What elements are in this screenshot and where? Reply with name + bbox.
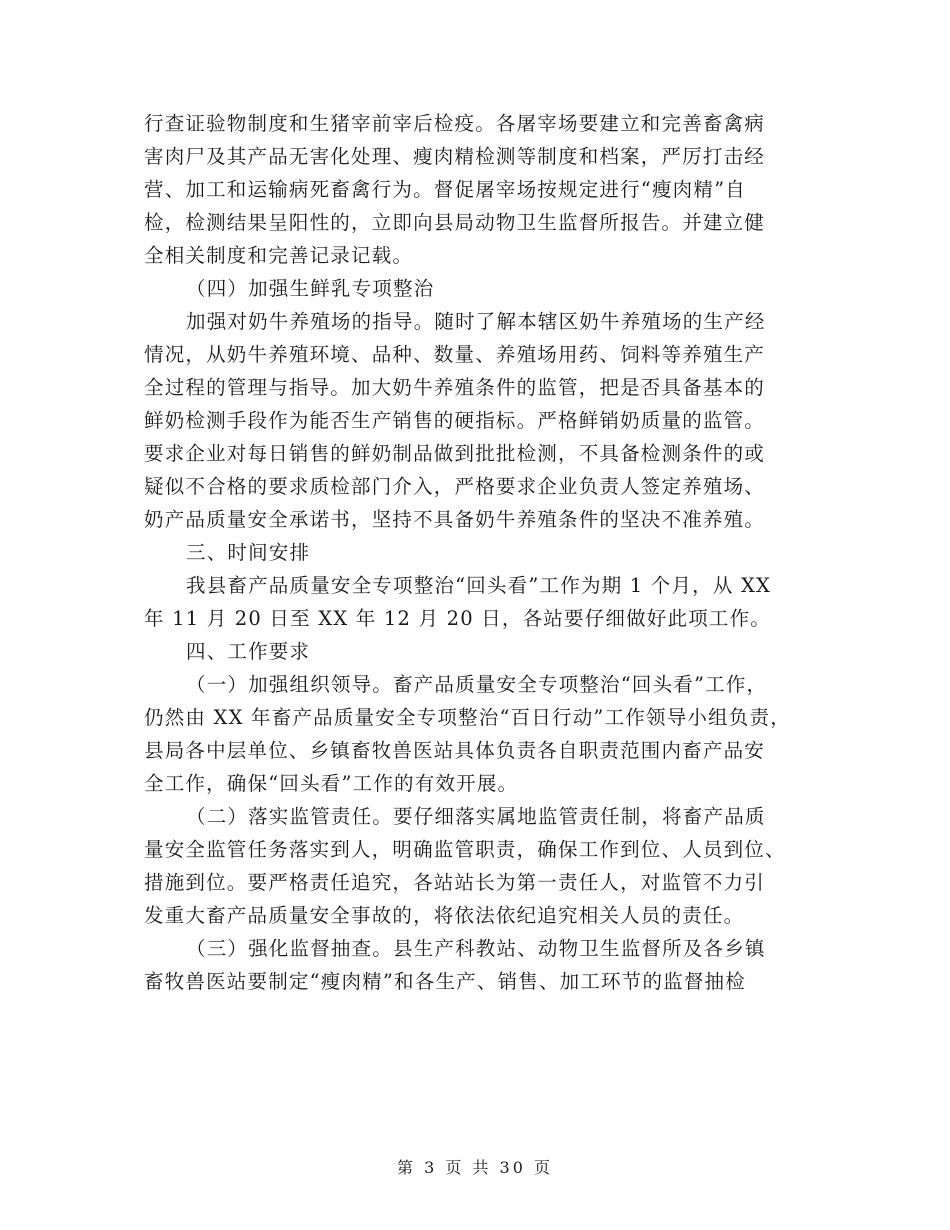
text-line: （三）强化监督抽查。县生产科教站、动物卫生监督所及各乡镇 [186, 937, 766, 960]
text-line: 要求企业对每日销售的鲜奶制品做到批批检测，不具备检测条件的或 [144, 442, 766, 465]
text-line: 奶产品质量安全承诺书，坚持不具备奶牛养殖条件的坚决不准养殖。 [144, 508, 766, 531]
text-line: 害肉尸及其产品无害化处理、瘦肉精检测等制度和档案，严厉打击经 [144, 145, 766, 168]
body-text [144, 107, 804, 998]
text-line: 我县畜产品质量安全专项整治“回头看”工作为期 1 个月，从 XX [186, 574, 772, 597]
section-heading: 三、时间安排 [186, 541, 311, 564]
page-number-footer: 第 3 页 共 30 页 [397, 1158, 553, 1177]
text-line: 营、加工和运输病死畜禽行为。督促屠宰场按规定进行“瘦肉精”自 [144, 178, 746, 201]
text-line: （二）落实监管责任。要仔细落实属地监管责任制，将畜产品质 [186, 805, 766, 828]
document-body [144, 107, 804, 998]
text-line: 行查证验物制度和生猪宰前宰后检疫。各屠宰场要建立和完善畜禽病 [144, 112, 766, 135]
text-line: 年 11 月 20 日至 XX 年 12 月 20 日，各站要仔细做好此项工作。 [144, 607, 772, 630]
text-line: 鲜奶检测手段作为能否生产销售的硬指标。严格鲜销奶质量的监管。 [144, 409, 766, 432]
text-line: 发重大畜产品质量安全事故的，将依法依纪追究相关人员的责任。 [144, 904, 745, 927]
text-line: 量安全监管任务落实到人，明确监管职责，确保工作到位、人员到位、 [144, 838, 786, 861]
text-line: （一）加强组织领导。畜产品质量安全专项整治“回头看”工作， [186, 673, 768, 696]
text-line: 全过程的管理与指导。加大奶牛养殖条件的监管，把是否具备基本的 [144, 376, 766, 399]
text-line: 加强对奶牛养殖场的指导。随时了解本辖区奶牛养殖场的生产经 [186, 310, 766, 333]
section-heading: （四）加强生鲜乳专项整治 [186, 277, 435, 300]
section-heading: 四、工作要求 [186, 640, 311, 663]
text-line: 全工作，确保“回头看”工作的有效开展。 [144, 772, 519, 795]
text-line: 全相关制度和完善记录记载。 [144, 244, 414, 267]
text-line: 情况，从奶牛养殖环境、品种、数量、养殖场用药、饲料等养殖生产 [144, 343, 766, 366]
text-line: 县局各中层单位、乡镇畜牧兽医站具体负责各自职责范围内畜产品安 [144, 739, 766, 762]
text-line: 仍然由 XX 年畜产品质量安全专项整治“百日行动”工作领导小组负责， [144, 706, 791, 729]
text-line: 措施到位。要严格责任追究，各站站长为第一责任人，对监管不力引 [144, 871, 766, 894]
text-line: 检，检测结果呈阳性的，立即向县局动物卫生监督所报告。并建立健 [144, 211, 766, 234]
text-line: 疑似不合格的要求质检部门介入，严格要求企业负责人签定养殖场、 [144, 475, 766, 498]
text-line: 畜牧兽医站要制定“瘦肉精”和各生产、销售、加工环节的监督抽检 [144, 970, 746, 993]
